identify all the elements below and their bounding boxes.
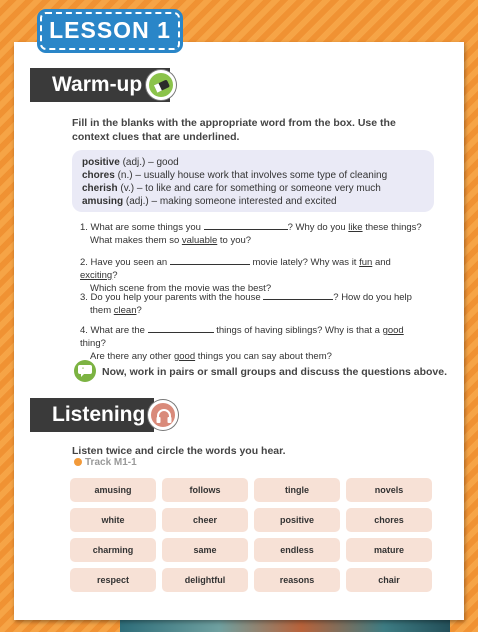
answer-blank[interactable] (170, 256, 250, 265)
eraser-icon (146, 70, 176, 100)
question-2: 2. Have you seen an movie lately? Why was it fun and exciting? Which scene from the movie was the best? (80, 257, 391, 294)
answer-blank[interactable] (148, 324, 214, 333)
word-cell[interactable]: mature (346, 538, 432, 562)
chat-bubble-icon (74, 360, 96, 382)
word-cell[interactable]: tingle (254, 478, 340, 502)
question-3: 3. Do you help your parents with the house ? How do you help them clean? (80, 292, 412, 316)
discussion-instruction: Now, work in pairs or small groups and discuss the questions above. (102, 366, 448, 378)
word-cell[interactable]: chores (346, 508, 432, 532)
word-cell[interactable]: follows (162, 478, 248, 502)
word-cell[interactable]: novels (346, 478, 432, 502)
word-cell[interactable]: cheer (162, 508, 248, 532)
word-cell[interactable]: amusing (70, 478, 156, 502)
word-cell[interactable]: reasons (254, 568, 340, 592)
answer-blank[interactable] (263, 291, 333, 300)
word-cell[interactable]: white (70, 508, 156, 532)
listening-title: Listening (30, 398, 154, 432)
word-cell[interactable]: charming (70, 538, 156, 562)
question-1: 1. What are some things you ? Why do you like these things? What makes them so valuable to you? (80, 222, 422, 246)
vocab-box (72, 150, 434, 212)
svg-text:": " (82, 368, 85, 374)
vocab-item: chores (n.) – usually house work that involves some type of cleaning (82, 170, 388, 181)
word-cell[interactable]: same (162, 538, 248, 562)
vocab-item: positive (adj.) – good (82, 157, 179, 168)
word-cell[interactable]: respect (70, 568, 156, 592)
lesson-label: LESSON 1 (40, 12, 180, 50)
word-cell[interactable]: chair (346, 568, 432, 592)
listening-instruction: Listen twice and circle the words you hear. (72, 445, 286, 457)
question-4: 4. What are the things of having siblings? Why is that a good thing? Are there any other good things you can say about them? (80, 325, 404, 362)
warmup-title: Warm-up (30, 68, 170, 102)
word-grid (70, 478, 432, 592)
word-cell[interactable]: delightful (162, 568, 248, 592)
vocab-item: amusing (adj.) – making someone interested and excited (82, 196, 337, 207)
audio-track[interactable]: Track M1-1 (74, 457, 137, 468)
word-cell[interactable]: positive (254, 508, 340, 532)
vocab-item: cherish (v.) – to like and care for something or someone very much (82, 183, 381, 194)
headphones-icon (148, 400, 178, 430)
warmup-instruction: Fill in the blanks with the appropriate word from the box. Use the context clues that are underlined. (72, 117, 396, 143)
answer-blank[interactable] (204, 221, 288, 230)
audio-dot-icon (74, 458, 82, 466)
word-cell[interactable]: endless (254, 538, 340, 562)
